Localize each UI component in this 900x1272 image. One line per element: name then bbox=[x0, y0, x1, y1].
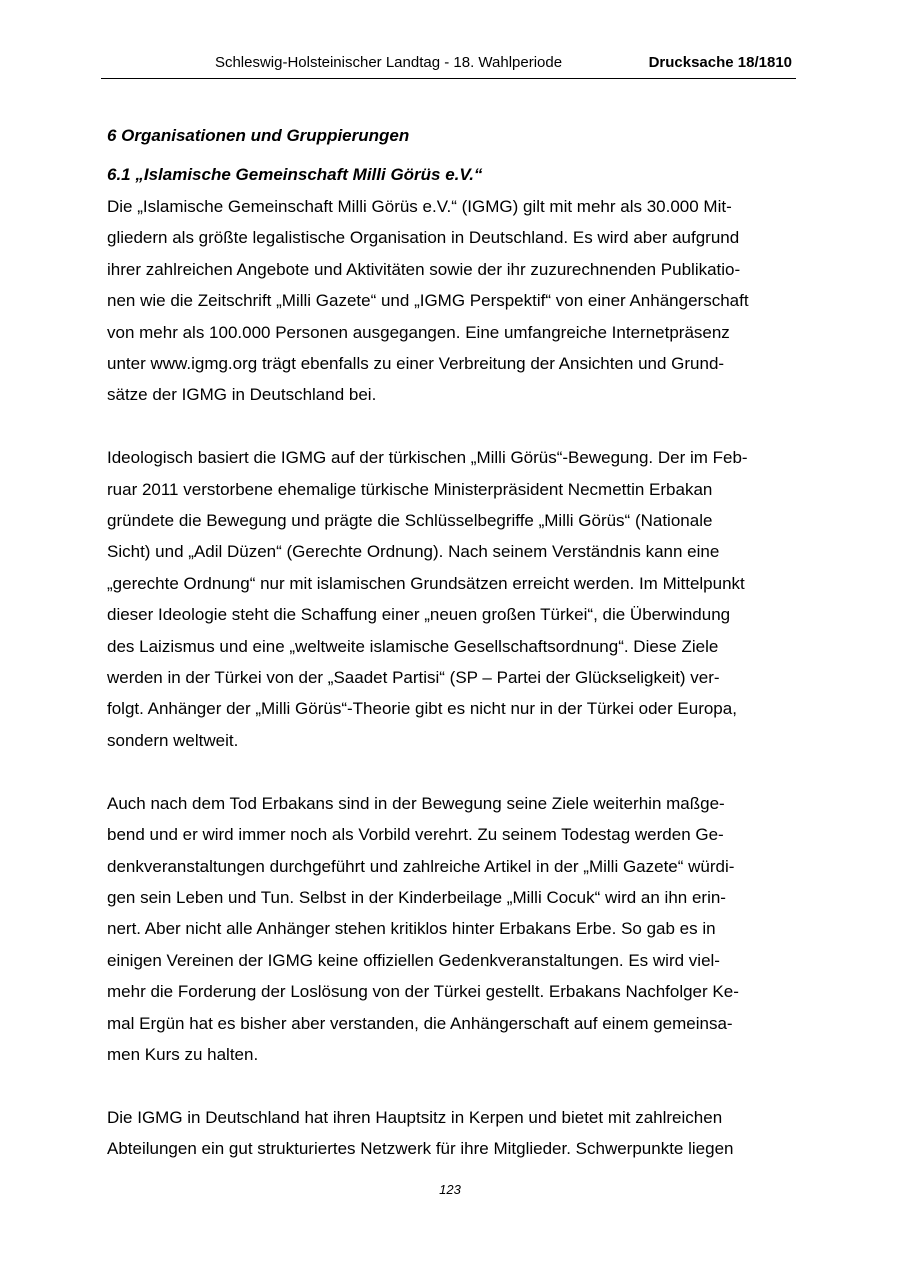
paragraph-line: bend und er wird immer noch als Vorbild verehrt. Zu seinem Todestag werden Ge- bbox=[107, 825, 724, 845]
paragraph-line: sondern weltweit. bbox=[107, 730, 239, 750]
paragraph-line: einigen Vereinen der IGMG keine offiziellen Gedenkveranstaltungen. Es wird viel- bbox=[107, 950, 720, 970]
paragraph-line: men Kurs zu halten. bbox=[107, 1044, 259, 1064]
section-heading: 6 Organisationen und Gruppierungen bbox=[107, 126, 410, 145]
paragraph bbox=[107, 1102, 797, 1165]
paragraph-line: Ideologisch basiert die IGMG auf der türkischen „Milli Görüs“-Bewegung. Der im Feb- bbox=[107, 448, 748, 468]
paragraph-line: unter www.igmg.org trägt ebenfalls zu einer Verbreitung der Ansichten und Grund- bbox=[107, 354, 725, 374]
paragraph-line: mal Ergün hat es bisher aber verstanden, die Anhängerschaft auf einem gemeinsa- bbox=[107, 1013, 733, 1033]
paragraph-line: mehr die Forderung der Loslösung von der Türkei gestellt. Erbakans Nachfolger Ke- bbox=[107, 982, 739, 1002]
paragraph-line: nen wie die Zeitschrift „Milli Gazete“ und „IGMG Perspektif“ von einer Anhängerschaft bbox=[107, 291, 749, 311]
paragraph-line: Die IGMG in Deutschland hat ihren Hauptsitz in Kerpen und bietet mit zahlreichen bbox=[107, 1107, 723, 1127]
paragraph-line: Sicht) und „Adil Düzen“ (Gerechte Ordnung). Nach seinem Verständnis kann eine bbox=[107, 542, 720, 562]
page-header bbox=[101, 50, 796, 79]
paragraph-line: sätze der IGMG in Deutschland bei. bbox=[107, 385, 377, 405]
paragraph-line: gliedern als größte legalistische Organisation in Deutschland. Es wird aber aufgrund bbox=[107, 228, 740, 248]
paragraph-line: dieser Ideologie steht die Schaffung einer „neuen großen Türkei“, die Überwindung bbox=[107, 605, 731, 625]
document-body bbox=[107, 124, 797, 1196]
paragraph-line: des Laizismus und eine „weltweite islamische Gesellschaftsordnung“. Diese Ziele bbox=[107, 636, 719, 656]
paragraph-line: werden in der Türkei von der „Saadet Partisi“ (SP – Partei der Glückseligkeit) ver- bbox=[107, 668, 720, 688]
page-number: 123 bbox=[439, 1182, 461, 1197]
section-subheading: 6.1 „Islamische Gemeinschaft Milli Görüs e.V.“ bbox=[107, 165, 483, 184]
paragraph-line: denkveranstaltungen durchgeführt und zahlreiche Artikel in der „Milli Gazete“ würdi- bbox=[107, 856, 735, 876]
header-title: Schleswig-Holsteinischer Landtag - 18. Wahlperiode bbox=[214, 54, 563, 71]
paragraph-line: gründete die Bewegung und prägte die Schlüsselbegriffe „Milli Görüs“ (Nationale bbox=[107, 511, 713, 531]
paragraph-line: ruar 2011 verstorbene ehemalige türkische Ministerpräsident Necmettin Erbakan bbox=[107, 479, 713, 499]
paragraph bbox=[107, 788, 797, 1071]
header-doc-number: Drucksache 18/1810 bbox=[648, 54, 792, 71]
paragraph bbox=[107, 191, 797, 411]
paragraph-line: folgt. Anhänger der „Milli Görüs“-Theorie gibt es nicht nur in der Türkei oder Europa, bbox=[107, 699, 737, 719]
paragraph-line: von mehr als 100.000 Personen ausgegangen. Eine umfangreiche Internetpräsenz bbox=[107, 322, 730, 342]
paragraphs-container bbox=[107, 191, 797, 1165]
paragraph-line: „gerechte Ordnung“ nur mit islamischen Grundsätzen erreicht werden. Im Mittelpunkt bbox=[107, 573, 745, 593]
paragraph-line: ihrer zahlreichen Angebote und Aktivitäten sowie der ihr zuzurechnenden Publikatio- bbox=[107, 259, 741, 279]
paragraph-line: Auch nach dem Tod Erbakans sind in der Bewegung seine Ziele weiterhin maßge- bbox=[107, 793, 725, 813]
paragraph-line: Die „Islamische Gemeinschaft Milli Görüs e.V.“ (IGMG) gilt mit mehr als 30.000 Mit- bbox=[107, 197, 732, 216]
paragraph-line: gen sein Leben und Tun. Selbst in der Kinderbeilage „Milli Cocuk“ wird an ihn erin- bbox=[107, 887, 726, 907]
paragraph bbox=[107, 442, 797, 756]
paragraph-line: Abteilungen ein gut strukturiertes Netzwerk für ihre Mitglieder. Schwerpunkte liegen bbox=[107, 1139, 734, 1159]
paragraph-line: nert. Aber nicht alle Anhänger stehen kritiklos hinter Erbakans Erbe. So gab es in bbox=[107, 919, 716, 939]
